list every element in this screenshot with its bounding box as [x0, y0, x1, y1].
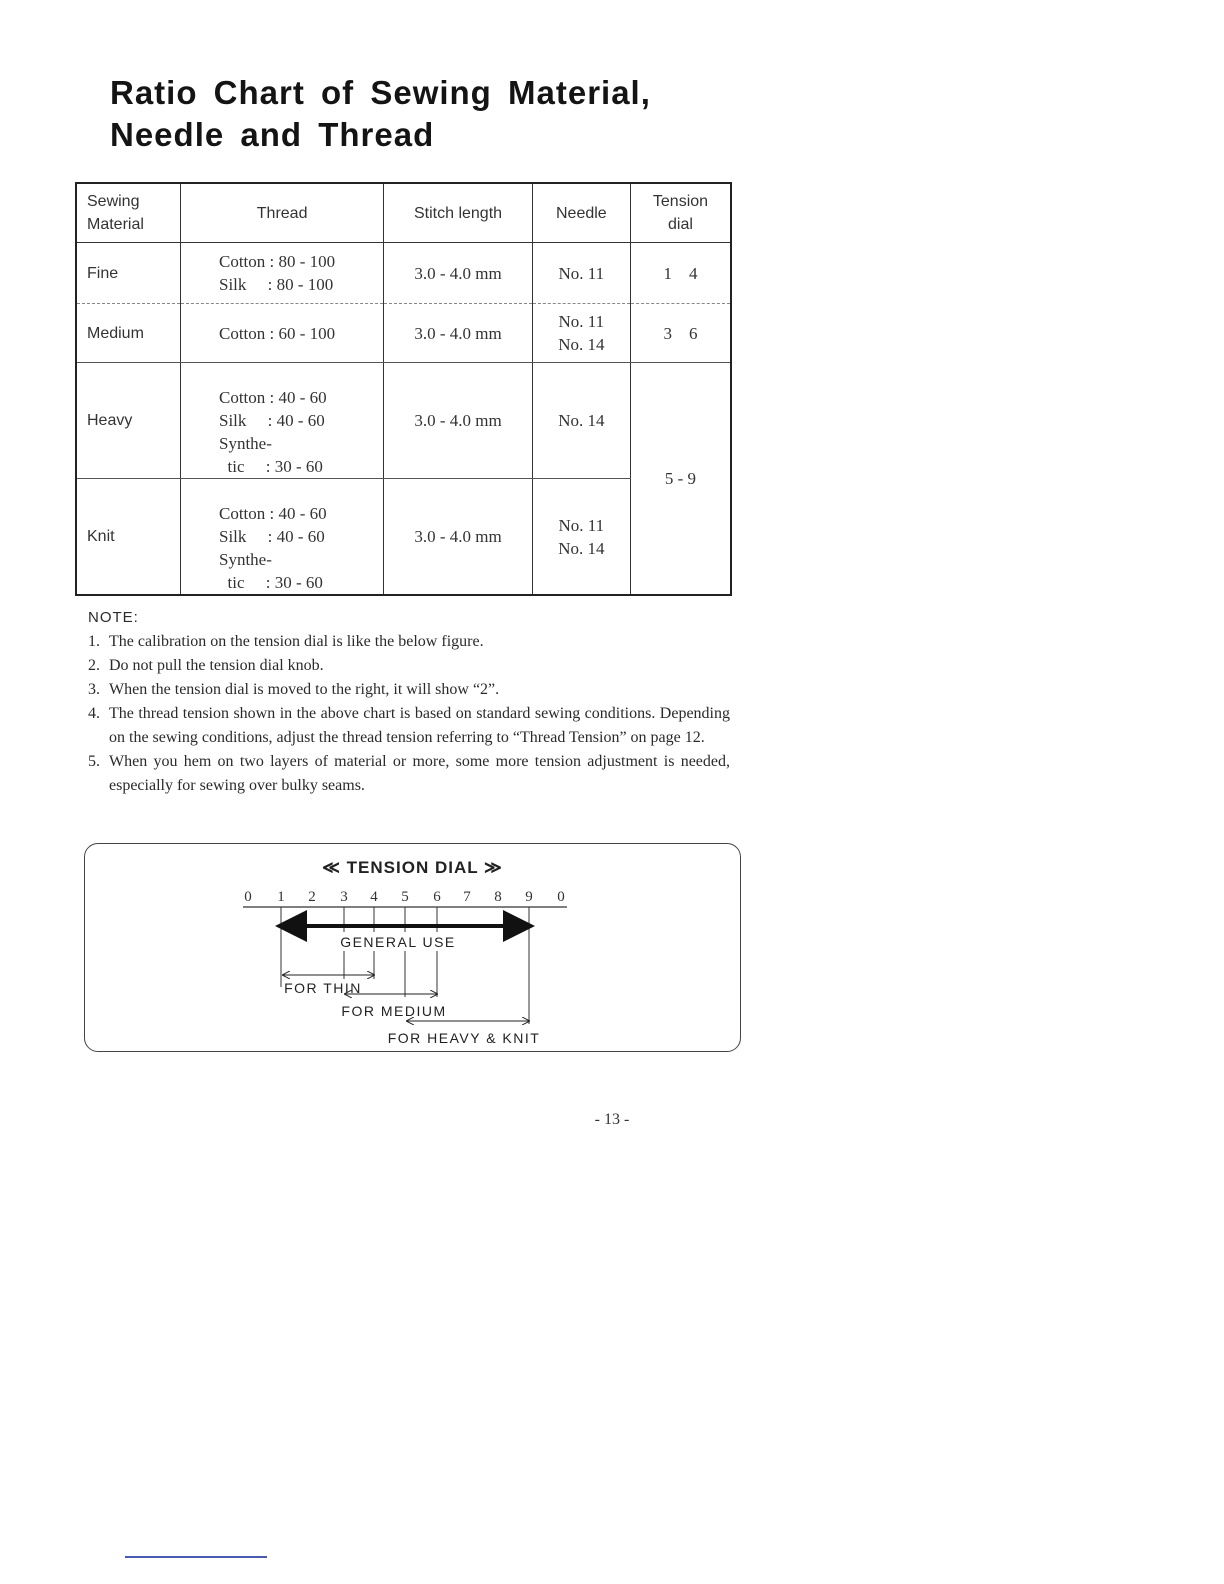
cell-thread: Cotton : 60 - 100 — [181, 304, 384, 363]
scale-number: 0 — [557, 889, 565, 905]
cell-stitch-length: 3.0 - 4.0 mm — [384, 363, 532, 479]
header-needle: Needle — [532, 183, 630, 243]
cell-stitch-length: 3.0 - 4.0 mm — [384, 479, 532, 596]
header-tension-dial: Tension dial — [630, 183, 731, 243]
cell-material: Fine — [76, 243, 181, 304]
notes-list — [88, 630, 730, 798]
cell-stitch-length: 3.0 - 4.0 mm — [384, 243, 532, 304]
cell-thread: Cotton : 40 - 60 Silk : 40 - 60 Synthe- tic : 30 - 60 — [181, 479, 384, 596]
scale-number: 3 — [340, 889, 348, 905]
cell-thread: Cotton : 40 - 60 Silk : 40 - 60 Synthe- tic : 30 - 60 — [181, 363, 384, 479]
note-item: 3. When the tension dial is moved to the right, it will show “2”. — [88, 681, 500, 698]
ratio-chart-table — [75, 182, 732, 596]
note-item: 2. Do not pull the tension dial knob. — [88, 657, 324, 674]
cell-material: Heavy — [76, 363, 181, 479]
cell-tension: 1 4 — [630, 243, 731, 304]
table-row-medium — [76, 304, 731, 363]
tension-dial-figure — [84, 843, 741, 1052]
notes-section — [88, 606, 730, 798]
table-row-fine — [76, 243, 731, 304]
scale-number: 9 — [525, 889, 533, 905]
header-thread: Thread — [181, 183, 384, 243]
dial-scale-numbers — [244, 889, 565, 905]
scale-number: 4 — [370, 889, 378, 905]
scale-number: 5 — [401, 889, 409, 905]
cell-tension: 5 - 9 — [630, 363, 731, 596]
for-thin-label: FOR THIN — [284, 980, 362, 996]
header-stitch-length: Stitch length — [384, 183, 532, 243]
cell-needle: No. 11 No. 14 — [532, 304, 630, 363]
for-heavy-knit-label: FOR HEAVY & KNIT — [387, 1030, 541, 1046]
header-sewing-material: Sewing Material — [76, 183, 181, 243]
cell-material: Knit — [76, 479, 181, 596]
note-item: 5. When you hem on two layers of material or more, some more tension adjustment is needed, especially for sewing over bulky seams. — [88, 753, 730, 794]
title-line-2: Needle and Thread — [110, 116, 435, 153]
for-medium-label: FOR MEDIUM — [341, 1003, 447, 1019]
scale-number: 7 — [463, 889, 471, 905]
title-line-1: Ratio Chart of Sewing Material, — [110, 74, 651, 111]
cell-tension: 3 6 — [630, 304, 731, 363]
note-item: 4. The thread tension shown in the above chart is based on standard sewing conditions. Depending on the sewing conditions, adjust the thread tension referring to “Thread Tension” on page 12. — [88, 705, 730, 746]
scale-number: 8 — [494, 889, 502, 905]
cell-stitch-length: 3.0 - 4.0 mm — [384, 304, 532, 363]
cell-needle: No. 14 — [532, 363, 630, 479]
cell-needle: No. 11 — [532, 243, 630, 304]
table-header-row — [76, 183, 731, 243]
tension-dial-title: ≪ TENSION DIAL ≫ — [322, 858, 503, 877]
scale-number: 2 — [308, 889, 316, 905]
page-number: - 13 - — [594, 1111, 630, 1128]
cell-thread: Cotton : 80 - 100 Silk : 80 - 100 — [181, 243, 384, 304]
scale-number: 0 — [244, 889, 252, 905]
cell-needle: No. 11 No. 14 — [532, 479, 630, 596]
note-item: 1. The calibration on the tension dial is like the below figure. — [88, 633, 484, 650]
general-use-label: GENERAL USE — [340, 934, 456, 950]
page-title — [110, 72, 651, 156]
scale-number: 1 — [277, 889, 285, 905]
cell-material: Medium — [76, 304, 181, 363]
notes-heading: NOTE: — [88, 609, 139, 626]
scale-number: 6 — [433, 889, 441, 905]
tension-dial-diagram — [85, 844, 742, 1053]
table-row-heavy — [76, 363, 731, 479]
footer-rule — [125, 1556, 267, 1558]
